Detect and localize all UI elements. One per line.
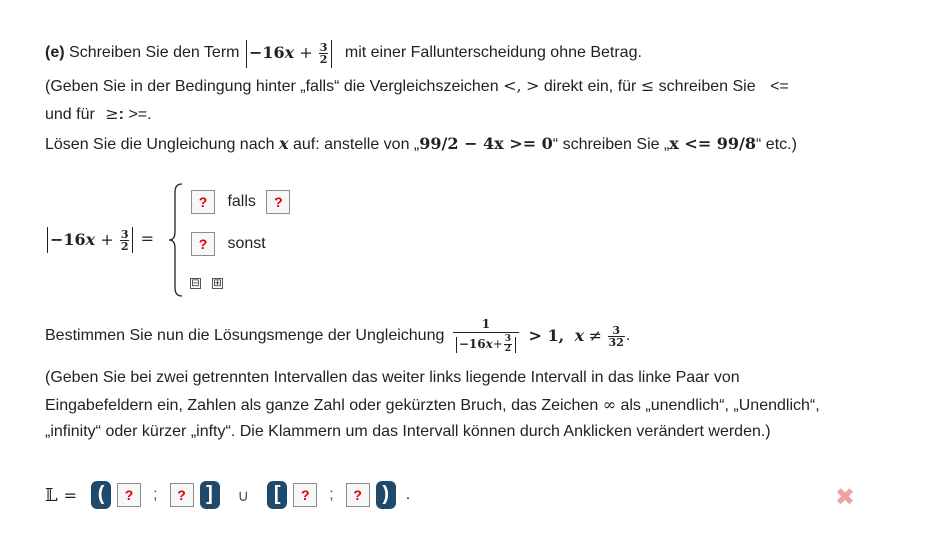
interval2-open-bracket[interactable]: [ <box>267 481 287 509</box>
interval2-right-input[interactable]: ? <box>346 483 370 507</box>
solution-set-symbol: 𝕃 <box>45 484 58 506</box>
part2-note-2: Eingabefeldern ein, Zahlen als ganze Zahl oder gekürzten Bruch, das Zeichen ∞ als „unendlich“, „Unendlich“, <box>45 395 820 414</box>
case-brace <box>166 182 186 298</box>
union-symbol: ∪ <box>237 485 250 505</box>
solution-row: 𝕃 = ( ? ; ? ] ∪ [ ? ; ? ) . <box>45 481 410 509</box>
sonst-label: sonst <box>227 235 266 252</box>
interval2-close-bracket[interactable]: ) <box>376 481 396 509</box>
interval1-open-bracket[interactable]: ( <box>91 481 111 509</box>
part2-line-1: Bestimmen Sie nun die Lösungsmenge der Ungleichung 1 −16x+ $\frac{3}{2}$ > 1, x ≠ $\frac{3}{32}$ . <box>45 317 631 354</box>
incorrect-status-icon: ✖ <box>835 483 856 511</box>
interval1-right-input[interactable]: ? <box>170 483 194 507</box>
case1-condition-input[interactable]: ? <box>266 190 290 214</box>
task-line-4: Lösen Sie die Ungleichung nach x auf: anstelle von „99/2 − 4x >= 0“ schreiben Sie „x <= 99/8“ etc.) <box>45 134 797 153</box>
add-case-button[interactable]: ⊞ <box>213 278 222 289</box>
task-line-1 <box>45 38 642 68</box>
part2-note-3: „infinity“ oder kürzer „infty“. Die Klammern um das Intervall können durch Anklicken verändert werden.) <box>45 423 771 440</box>
case2-value-input[interactable]: ? <box>191 232 215 256</box>
example-2: x <= 99/8 <box>669 134 757 153</box>
interval1-close-bracket[interactable]: ] <box>200 481 220 509</box>
inequality-fraction: 1 −16x+ $\frac{3}{2}$ <box>453 318 519 354</box>
case-row-2 <box>191 232 266 257</box>
example-1: 99/2 − 4x >= 0 <box>419 134 553 153</box>
interval1-left-input[interactable]: ? <box>117 483 141 507</box>
code-le: <= <box>770 78 789 95</box>
case-term-lhs: −16x + $\frac{3}{2}$ = <box>45 224 154 255</box>
task-line-3: und für ≥: >=. <box>45 104 152 123</box>
case1-value-input[interactable]: ? <box>191 190 215 214</box>
interval2-left-input[interactable]: ? <box>293 483 317 507</box>
falls-label: falls <box>227 193 256 210</box>
code-ge: >=. <box>128 106 152 123</box>
task-after-term: mit einer Fallunterscheidung ohne Betrag. <box>344 44 642 62</box>
part2-note-1: (Geben Sie bei zwei getrennten Intervallen das weiter links liegende Intervall in das linke Paar von <box>45 369 740 386</box>
task-line-2: (Geben Sie in der Bedingung hinter „falls“ die Vergleichszeichen <, > direkt ein, für ≤ schreiben Sie <= <box>45 76 789 95</box>
task-label: (e) <box>45 44 65 62</box>
case-row-1 <box>191 190 290 215</box>
remove-case-button[interactable]: ⊟ <box>191 278 200 289</box>
task-intro: Schreiben Sie den Term <box>69 44 240 62</box>
term-absolute-1: −16x + $\frac{3}{2}$ <box>244 38 334 68</box>
